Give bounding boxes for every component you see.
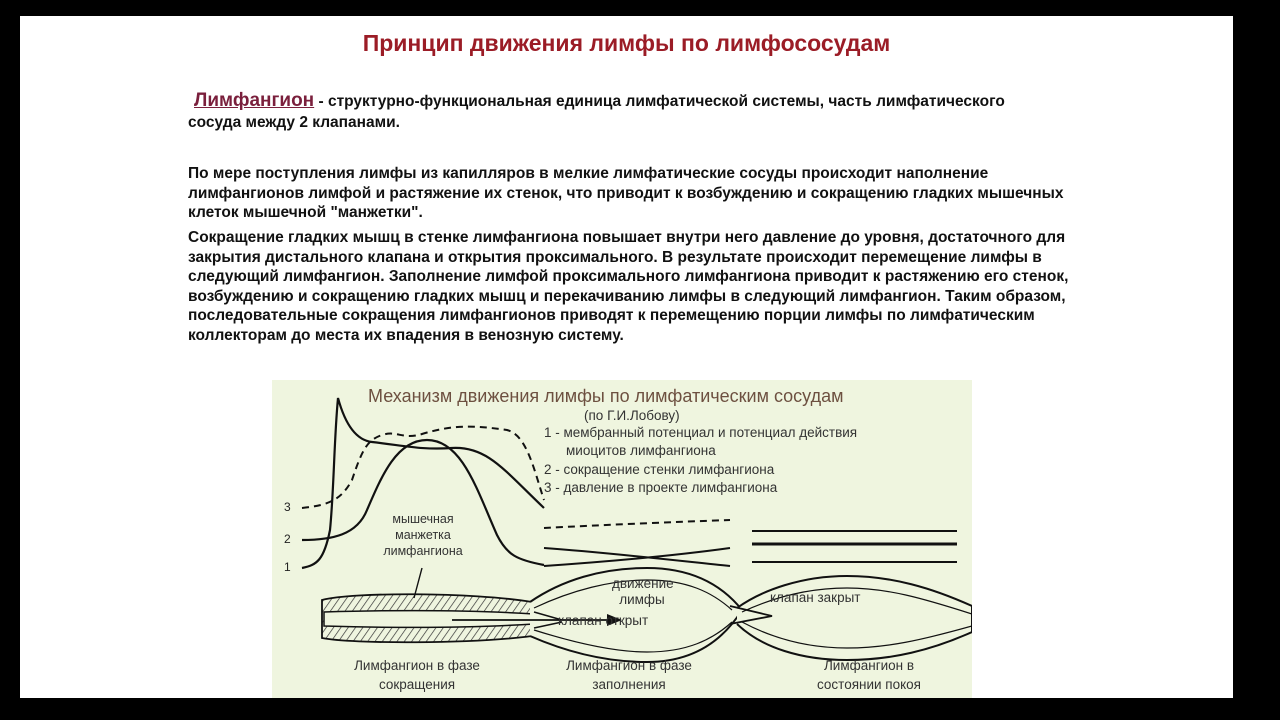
curve-label-2: 2 [284, 532, 291, 546]
legend-item-1: 1 - мембранный потенциал и потенциал действия [544, 425, 858, 440]
legend-item-1-cont: миоцитов лимфангиона [566, 443, 716, 458]
mechanism-figure [272, 380, 972, 698]
figure-title: Механизм движения лимфы по лимфатическим сосудам [368, 386, 844, 406]
caption-contraction: Лимфангион в фазе сокращения [354, 658, 480, 692]
movement-label: движение лимфы [612, 576, 674, 607]
curve-label-3: 3 [284, 500, 291, 514]
paragraph-1: По мере поступления лимфы из капилляров в мелкие лимфатические сосуды происходит наполнение лимфангионов лимфой и растяжение их стенок, что приводит к возбуждению и сокращению гладких мышечных клеток мышечной "манжетки". [188, 165, 1064, 221]
valve-open-label: клапан открыт [558, 613, 649, 628]
curve-pressure [302, 427, 544, 508]
slide [20, 16, 1233, 698]
curve-label-1: 1 [284, 560, 291, 574]
legend-item-2: 2 - сокращение стенки лимфангиона [544, 462, 775, 477]
slide-title: Принцип движения лимфы по лимфососудам [362, 30, 891, 56]
cuff-label: мышечная манжетка лимфангиона [383, 512, 463, 558]
paragraph-2: Сокращение гладких мышц в стенке лимфангиона повышает внутри него давление до уровня, достаточного для закрытия дистального клапана и открытия проксимального. В результате происходит перемещение лимфы в следующий лимфангион. Заполнение лимфой проксимального лимфангиона приводит к растяжению его стенок, возбуждению и сокращению гладких мышц и перекачиванию лимфы в следующий лимфангион. Таким образом, последовательные сокращения лимфангионов приводят к перемещению порции лимфы по лимфатическим коллекторам до места их впадения в венозную систему. [188, 229, 1069, 344]
definition [188, 90, 1008, 133]
caption-rest: Лимфангион в состоянии покоя [817, 658, 921, 692]
vessel-contracted-lumen [324, 611, 534, 628]
figure-author: (по Г.И.Лобову) [584, 408, 680, 423]
definition-term: Лимфангион [194, 90, 315, 111]
valve-closed-label: клапан закрыт [770, 590, 861, 605]
legend-item-3: 3 - давление в проекте лимфангиона [544, 480, 778, 495]
definition-text: - структурно-функциональная единица лимфатической системы, часть лимфатического сосуда между 2 клапанами. [188, 93, 1005, 131]
trace-middle-dashed [544, 520, 730, 528]
caption-filling: Лимфангион в фазе заполнения [566, 658, 692, 692]
